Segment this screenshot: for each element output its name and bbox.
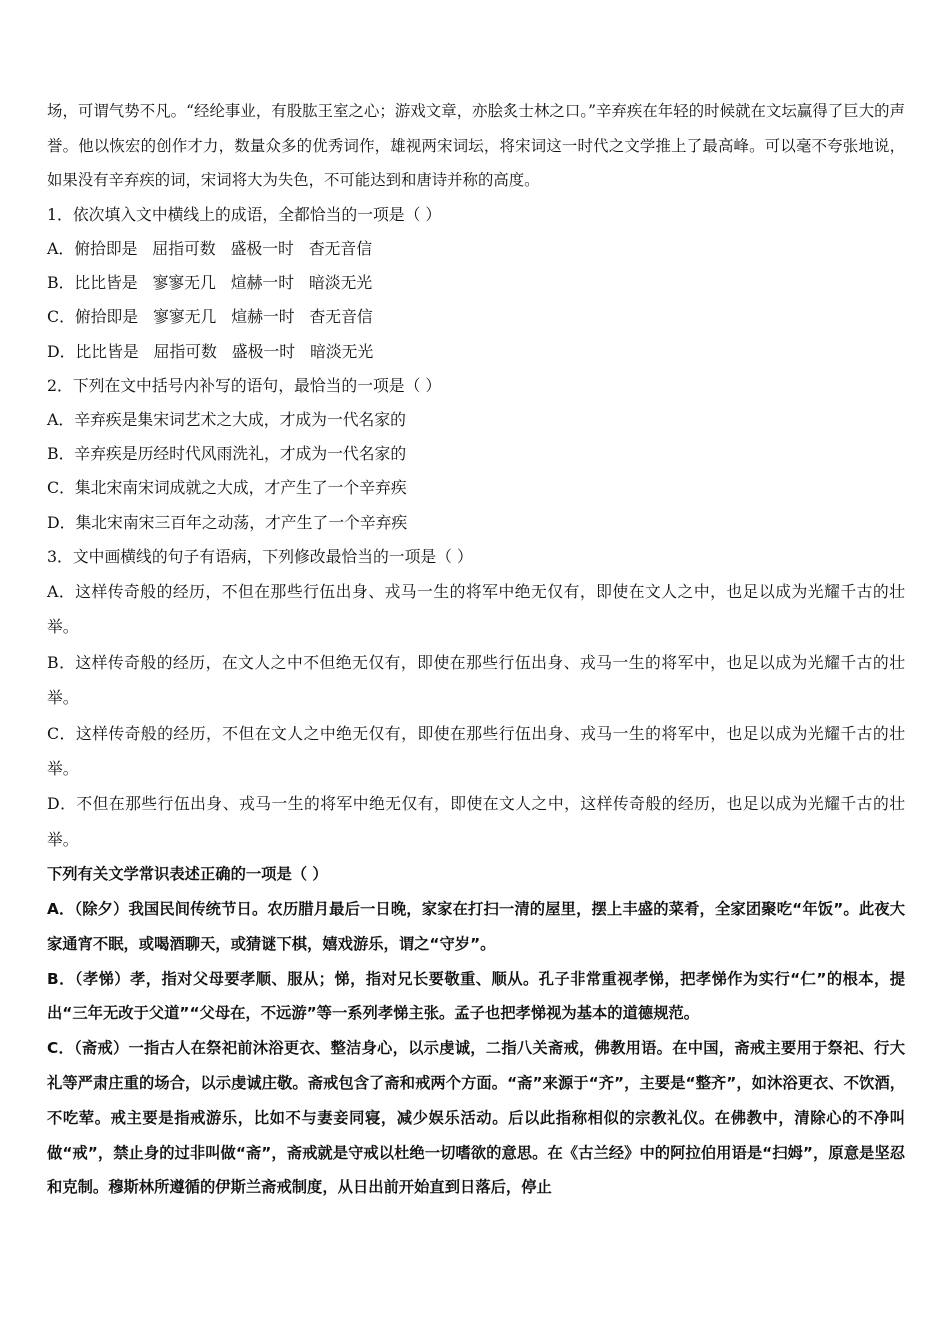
question-2-option-c: C．集北宋南宋词成就之大成，才产生了一个辛弃疾 xyxy=(47,478,407,498)
question-1-option-a: A．俯拾即是 屈指可数 盛极一时 杳无音信 xyxy=(47,238,373,258)
question-1-option-d: D．比比皆是 屈指可数 盛极一时 暗淡无光 xyxy=(47,341,374,361)
question-1-stem: 1．依次填入文中横线上的成语，全都恰当的一项是（ ） xyxy=(47,204,442,224)
question-2-option-b: B．辛弃疾是历经时代风雨洗礼，才成为一代名家的 xyxy=(47,444,407,464)
question-4-option-a: A．（除夕）我国民间传统节日。农历腊月最后一日晚，家家在打扫一清的屋里，摆上丰盛的菜肴，全家团聚吃“年饭”。此夜大家通宵不眠，或喝酒聊天，或猜谜下棋，嬉戏游乐，谓之“守岁”。 xyxy=(47,900,905,953)
question-4-section xyxy=(47,857,905,1205)
question-4-option-c: C．（斋戒）一指古人在祭祀前沐浴更衣、整洁身心，以示虔诚，二指八关斋戒，佛教用语。在中国，斋戒主要用于祭祀、行大礼等严肃庄重的场合，以示虔诚庄敬。斋戒包含了斋和戒两个方面。“斋”来源于“齐”，主要是“整齐”，如沐浴更衣、不饮酒，不吃荤。戒主要是指戒游乐，比如不与妻妾同寝，减少娱乐活动。后以此指称相似的宗教礼仪。在佛教中，清除心的不净叫做“戒”，禁止身的过非叫做“斋”，斋戒就是守戒以杜绝一切嗜欲的意思。在《古兰经》中的阿拉伯用语是“扫姆”，原意是坚忍和克制。穆斯林所遵循的伊斯兰斋戒制度，从日出前开始直到日落后，停止 xyxy=(47,1039,905,1197)
question-3-option-a: A．这样传奇般的经历，不但在那些行伍出身、戎马一生的将军中绝无仅有，即使在文人之中，也足以成为光耀千古的壮举。 xyxy=(47,582,905,637)
question-3-option-c: C．这样传奇般的经历，不但在文人之中绝无仅有，即使在那些行伍出身、戎马一生的将军中，也足以成为光耀千古的壮举。 xyxy=(47,723,905,779)
document-page xyxy=(47,94,905,1205)
question-2-option-a: A．辛弃疾是集宋词艺术之大成，才成为一代名家的 xyxy=(47,410,406,429)
passage-paragraph: 场，可谓气势不凡。“经纶事业，有股肱王室之心；游戏文章，亦脍炙士林之口。”辛弃疾在年轻的时候就在文坛赢得了巨大的声誉。他以恢宏的创作才力，数量众多的优秀词作，雄视两宋词坛，将宋词这一时代之文学推上了最高峰。可以毫不夸张地说，如果没有辛弃疾的词，宋词将大为失色，不可能达到和唐诗并称的高度。 xyxy=(47,102,905,190)
question-4-stem: 下列有关文学常识表述正确的一项是（ ） xyxy=(47,865,328,884)
question-3-option-b: B．这样传奇般的经历，在文人之中不但绝无仅有，即使在那些行伍出身、戎马一生的将军中，也足以成为光耀千古的壮举。 xyxy=(47,652,905,708)
question-3-stem: 3．文中画横线的句子有语病，下列修改最恰当的一项是（ ） xyxy=(47,546,473,566)
question-4-option-b: B．（孝悌）孝，指对父母要孝顺、服从；悌，指对兄长要敬重、顺从。孔子非常重视孝悌，把孝悌作为实行“仁”的根本，提出“三年无改于父道”“父母在，不远游”等一系列孝悌主张。孟子也把孝悌视为基本的道德规范。 xyxy=(47,969,905,1023)
question-2-stem: 2．下列在文中括号内补写的语句，最恰当的一项是（ ） xyxy=(47,375,442,395)
question-2-option-d: D．集北宋南宋三百年之动荡，才产生了一个辛弃疾 xyxy=(47,512,408,532)
question-3-option-d: D．不但在那些行伍出身、戎马一生的将军中绝无仅有，即使在文人之中，这样传奇般的经历，也足以成为光耀千古的壮举。 xyxy=(47,794,905,849)
question-1-option-b: B．比比皆是 寥寥无几 煊赫一时 暗淡无光 xyxy=(47,273,373,293)
question-1-option-c: C．俯拾即是 寥寥无几 煊赫一时 杳无音信 xyxy=(47,307,373,327)
